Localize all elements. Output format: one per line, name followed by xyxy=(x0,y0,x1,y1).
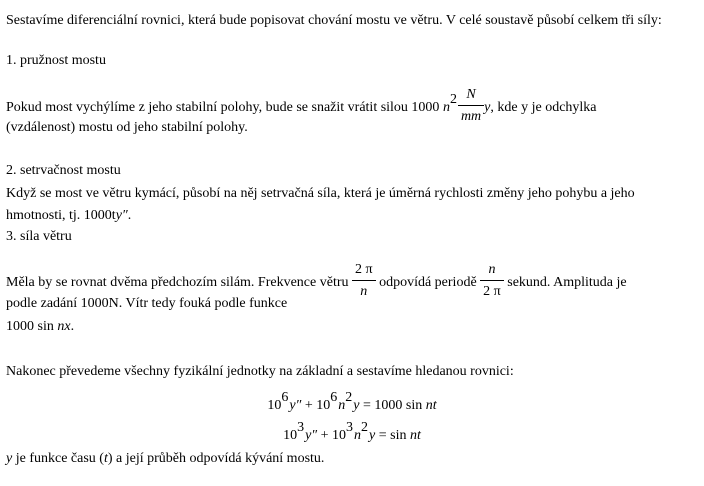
eq1-y: y xyxy=(353,398,360,413)
closing-text2: ) a její průběh odpovídá kývání mostu. xyxy=(107,451,325,466)
eq1-exp2: 6 xyxy=(330,390,338,405)
func-var: nx xyxy=(57,319,71,334)
force1-unit-num: N xyxy=(466,87,476,102)
eq2-exp3: 2 xyxy=(361,420,369,435)
force2-prefix: hmotnosti, tj. 1000t xyxy=(6,208,116,223)
frequency-den: n xyxy=(360,284,368,299)
closing-y: y xyxy=(6,451,13,466)
eq1-coef1: 10 xyxy=(267,398,282,413)
closing-t: t xyxy=(103,451,108,466)
period-fraction xyxy=(480,262,504,300)
eq2-exp2: 3 xyxy=(346,420,354,435)
eq1-nt: nt xyxy=(425,398,437,413)
force1-unit-fraction xyxy=(458,87,484,125)
eq2-plus: + xyxy=(317,428,333,443)
force2-suffix: . xyxy=(127,208,132,223)
eq1-plus: + xyxy=(301,398,317,413)
force1-n: n xyxy=(442,100,450,116)
force3-heading: 3. síla větru xyxy=(6,229,72,244)
force1-continuation: (vzdálenost) mostu od jeho stabilní polohy. xyxy=(6,120,248,135)
eq1-n: n xyxy=(338,398,346,413)
equation-2 xyxy=(0,420,704,444)
eq2-rhs: = sin xyxy=(375,428,410,443)
frequency-bar xyxy=(352,280,376,281)
force1-y: y xyxy=(484,100,491,116)
closing-sentence xyxy=(6,451,324,467)
eq1-exp1: 6 xyxy=(281,390,289,405)
period-bar xyxy=(480,280,504,281)
force3-text1: Měla by se rovnat dvěma předchozím silám. Frekvence větru xyxy=(6,275,349,291)
frequency-fraction xyxy=(352,262,376,300)
force3-text2: odpovídá periodě xyxy=(379,275,477,291)
func-suffix: . xyxy=(70,319,75,334)
eq1-yddot: y″ xyxy=(289,398,302,413)
closing-text1: je funkce času ( xyxy=(12,451,104,466)
force3-text3: sekund. Amplituda je xyxy=(507,275,627,291)
eq2-coef1: 10 xyxy=(283,428,298,443)
force1-text-before: Pokud most vychýlíme z jeho stabilní polohy, bude se snažit vrátit silou 1000 xyxy=(6,100,440,116)
eq1-rhs: = 1000 sin xyxy=(359,398,426,413)
force3-line2: podle zadání 1000N. Vítr tedy fouká podle funkce xyxy=(6,296,288,311)
eq2-nt: nt xyxy=(410,428,421,443)
force1-unit-bar xyxy=(458,105,484,106)
eq2-n: n xyxy=(354,428,362,443)
conclusion-paragraph: Nakonec převedeme všechny fyzikální jednotky na základní a sestavíme hledanou rovnici: xyxy=(6,364,514,379)
eq2-coef2: 10 xyxy=(332,428,347,443)
func-prefix: 1000 sin xyxy=(6,319,54,334)
eq2-y: y xyxy=(369,428,376,443)
eq2-exp1: 3 xyxy=(297,420,305,435)
force1-unit-den: mm xyxy=(460,109,482,124)
force1-exp: 2 xyxy=(449,92,457,108)
period-den: 2 π xyxy=(483,284,501,299)
force2-heading: 2. setrvačnost mostu xyxy=(6,163,121,178)
intro-paragraph: Sestavíme diferenciální rovnici, která bude popisovat chování mostu ve větru. V celé soustavě působí celkem tři síly: xyxy=(6,13,662,28)
period-num: n xyxy=(488,262,496,277)
force1-text-after: , kde y je odchylka xyxy=(490,100,597,116)
force2-line2 xyxy=(6,208,131,224)
equation-1 xyxy=(0,390,704,414)
force2-line1: Když se most ve větru kymácí, působí na něj setrvačná síla, která je úměrná rychlosti změny jeho pohybu a jeho xyxy=(6,186,635,201)
eq1-exp3: 2 xyxy=(345,390,353,405)
eq1-coef2: 10 xyxy=(316,398,331,413)
frequency-num: 2 π xyxy=(355,262,373,277)
force2-y: y″ xyxy=(115,208,128,223)
eq2-yddot: y″ xyxy=(305,428,318,443)
force1-heading: 1. pružnost mostu xyxy=(6,53,106,68)
force3-function xyxy=(6,319,74,335)
